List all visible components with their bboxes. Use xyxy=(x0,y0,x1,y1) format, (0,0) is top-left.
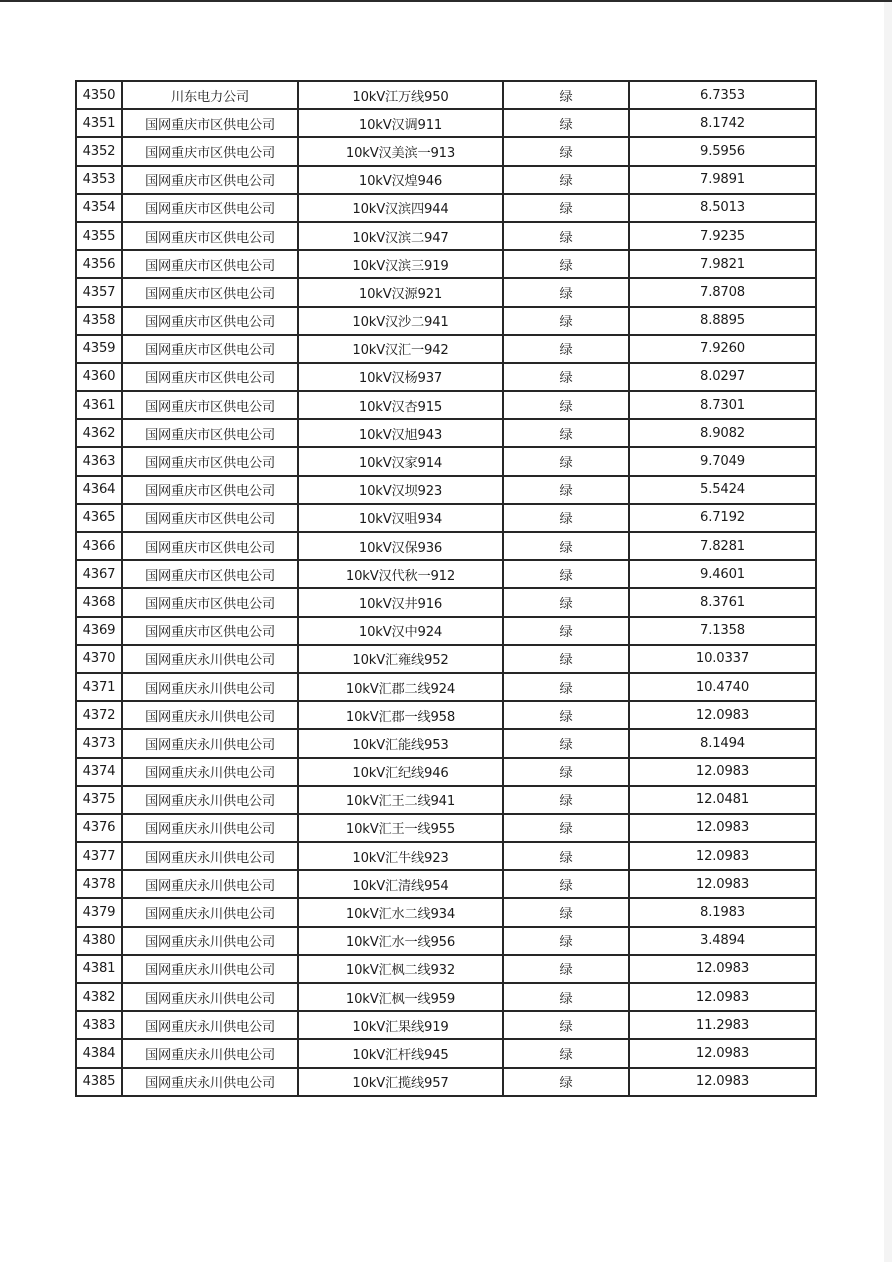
table-row xyxy=(76,447,816,475)
row-number-cell: 4362 xyxy=(76,419,122,447)
table-row xyxy=(76,645,816,673)
table-row xyxy=(76,250,816,278)
company-cell: 国网重庆市区供电公司 xyxy=(122,222,298,250)
line-name-cell: 10kV汉滨二947 xyxy=(298,222,503,250)
row-number-cell: 4380 xyxy=(76,927,122,955)
table-row xyxy=(76,222,816,250)
line-name-cell: 10kV汇王一线955 xyxy=(298,814,503,842)
row-number-cell: 4383 xyxy=(76,1011,122,1039)
table-row xyxy=(76,1039,816,1067)
row-number-cell: 4367 xyxy=(76,560,122,588)
line-name-cell: 10kV汉咀934 xyxy=(298,504,503,532)
company-cell: 国网重庆永川供电公司 xyxy=(122,955,298,983)
table-row xyxy=(76,927,816,955)
table-row xyxy=(76,842,816,870)
color-rating-cell: 绿 xyxy=(503,307,629,335)
value-cell: 8.0297 xyxy=(629,363,816,391)
row-number-cell: 4378 xyxy=(76,870,122,898)
color-rating-cell: 绿 xyxy=(503,898,629,926)
line-name-cell: 10kV汉井916 xyxy=(298,588,503,616)
table-row xyxy=(76,729,816,757)
row-number-cell: 4356 xyxy=(76,250,122,278)
table-row xyxy=(76,81,816,109)
table-row xyxy=(76,278,816,306)
line-name-cell: 10kV汇雍线952 xyxy=(298,645,503,673)
value-cell: 3.4894 xyxy=(629,927,816,955)
table-row xyxy=(76,307,816,335)
company-cell: 国网重庆市区供电公司 xyxy=(122,166,298,194)
line-name-cell: 10kV汉杨937 xyxy=(298,363,503,391)
row-number-cell: 4373 xyxy=(76,729,122,757)
color-rating-cell: 绿 xyxy=(503,109,629,137)
value-cell: 8.5013 xyxy=(629,194,816,222)
page-top-border xyxy=(0,0,892,2)
company-cell: 国网重庆市区供电公司 xyxy=(122,278,298,306)
company-cell: 国网重庆市区供电公司 xyxy=(122,391,298,419)
color-rating-cell: 绿 xyxy=(503,983,629,1011)
row-number-cell: 4372 xyxy=(76,701,122,729)
color-rating-cell: 绿 xyxy=(503,1039,629,1067)
table-row xyxy=(76,588,816,616)
company-cell: 国网重庆市区供电公司 xyxy=(122,194,298,222)
color-rating-cell: 绿 xyxy=(503,476,629,504)
value-cell: 12.0983 xyxy=(629,983,816,1011)
company-cell: 国网重庆市区供电公司 xyxy=(122,447,298,475)
table-row xyxy=(76,673,816,701)
table-row xyxy=(76,363,816,391)
color-rating-cell: 绿 xyxy=(503,391,629,419)
line-name-cell: 10kV汉旭943 xyxy=(298,419,503,447)
value-cell: 8.9082 xyxy=(629,419,816,447)
company-cell: 国网重庆市区供电公司 xyxy=(122,476,298,504)
color-rating-cell: 绿 xyxy=(503,786,629,814)
color-rating-cell: 绿 xyxy=(503,166,629,194)
row-number-cell: 4374 xyxy=(76,758,122,786)
company-cell: 国网重庆永川供电公司 xyxy=(122,673,298,701)
value-cell: 8.1742 xyxy=(629,109,816,137)
line-name-cell: 10kV汇水一线956 xyxy=(298,927,503,955)
color-rating-cell: 绿 xyxy=(503,194,629,222)
value-cell: 10.0337 xyxy=(629,645,816,673)
value-cell: 9.4601 xyxy=(629,560,816,588)
company-cell: 国网重庆永川供电公司 xyxy=(122,701,298,729)
table-body xyxy=(76,81,816,1096)
page-right-edge xyxy=(884,2,892,1262)
table-row xyxy=(76,166,816,194)
company-cell: 国网重庆市区供电公司 xyxy=(122,137,298,165)
line-name-cell: 10kV汉杏915 xyxy=(298,391,503,419)
color-rating-cell: 绿 xyxy=(503,363,629,391)
color-rating-cell: 绿 xyxy=(503,504,629,532)
line-name-cell: 10kV汇揽线957 xyxy=(298,1068,503,1096)
table-row xyxy=(76,1068,816,1096)
value-cell: 7.9235 xyxy=(629,222,816,250)
value-cell: 9.7049 xyxy=(629,447,816,475)
value-cell: 12.0983 xyxy=(629,870,816,898)
table-row xyxy=(76,194,816,222)
value-cell: 7.1358 xyxy=(629,617,816,645)
color-rating-cell: 绿 xyxy=(503,842,629,870)
value-cell: 12.0983 xyxy=(629,1039,816,1067)
row-number-cell: 4371 xyxy=(76,673,122,701)
value-cell: 7.9821 xyxy=(629,250,816,278)
company-cell: 国网重庆市区供电公司 xyxy=(122,363,298,391)
color-rating-cell: 绿 xyxy=(503,532,629,560)
color-rating-cell: 绿 xyxy=(503,137,629,165)
color-rating-cell: 绿 xyxy=(503,955,629,983)
company-cell: 国网重庆永川供电公司 xyxy=(122,1039,298,1067)
row-number-cell: 4363 xyxy=(76,447,122,475)
line-name-cell: 10kV汉坝923 xyxy=(298,476,503,504)
line-name-cell: 10kV汇枫二线932 xyxy=(298,955,503,983)
row-number-cell: 4353 xyxy=(76,166,122,194)
row-number-cell: 4352 xyxy=(76,137,122,165)
row-number-cell: 4369 xyxy=(76,617,122,645)
company-cell: 国网重庆永川供电公司 xyxy=(122,870,298,898)
color-rating-cell: 绿 xyxy=(503,1011,629,1039)
table-row xyxy=(76,335,816,363)
line-name-cell: 10kV汇清线954 xyxy=(298,870,503,898)
color-rating-cell: 绿 xyxy=(503,250,629,278)
company-cell: 川东电力公司 xyxy=(122,81,298,109)
value-cell: 6.7192 xyxy=(629,504,816,532)
line-name-cell: 10kV汇杆线945 xyxy=(298,1039,503,1067)
company-cell: 国网重庆市区供电公司 xyxy=(122,109,298,137)
line-name-cell: 10kV汇能线953 xyxy=(298,729,503,757)
color-rating-cell: 绿 xyxy=(503,617,629,645)
table-row xyxy=(76,701,816,729)
row-number-cell: 4358 xyxy=(76,307,122,335)
table-row xyxy=(76,137,816,165)
line-name-cell: 10kV汇牛线923 xyxy=(298,842,503,870)
color-rating-cell: 绿 xyxy=(503,701,629,729)
color-rating-cell: 绿 xyxy=(503,447,629,475)
table-row xyxy=(76,1011,816,1039)
table-row xyxy=(76,504,816,532)
color-rating-cell: 绿 xyxy=(503,560,629,588)
row-number-cell: 4377 xyxy=(76,842,122,870)
table-row xyxy=(76,955,816,983)
color-rating-cell: 绿 xyxy=(503,335,629,363)
company-cell: 国网重庆永川供电公司 xyxy=(122,814,298,842)
value-cell: 7.8281 xyxy=(629,532,816,560)
value-cell: 8.7301 xyxy=(629,391,816,419)
color-rating-cell: 绿 xyxy=(503,222,629,250)
line-name-cell: 10kV汉中924 xyxy=(298,617,503,645)
table-row xyxy=(76,983,816,1011)
table-row xyxy=(76,758,816,786)
table-row xyxy=(76,617,816,645)
line-name-cell: 10kV汇郡一线958 xyxy=(298,701,503,729)
line-name-cell: 10kV汉滨三919 xyxy=(298,250,503,278)
line-name-cell: 10kV汇纪线946 xyxy=(298,758,503,786)
company-cell: 国网重庆永川供电公司 xyxy=(122,1068,298,1096)
color-rating-cell: 绿 xyxy=(503,278,629,306)
line-name-cell: 10kV汇果线919 xyxy=(298,1011,503,1039)
company-cell: 国网重庆永川供电公司 xyxy=(122,729,298,757)
value-cell: 12.0481 xyxy=(629,786,816,814)
company-cell: 国网重庆永川供电公司 xyxy=(122,758,298,786)
table-row xyxy=(76,898,816,926)
line-name-cell: 10kV汉调911 xyxy=(298,109,503,137)
color-rating-cell: 绿 xyxy=(503,758,629,786)
data-table xyxy=(75,80,817,1097)
value-cell: 11.2983 xyxy=(629,1011,816,1039)
company-cell: 国网重庆永川供电公司 xyxy=(122,1011,298,1039)
color-rating-cell: 绿 xyxy=(503,81,629,109)
company-cell: 国网重庆市区供电公司 xyxy=(122,532,298,560)
line-name-cell: 10kV汉沙二941 xyxy=(298,307,503,335)
table-row xyxy=(76,560,816,588)
value-cell: 12.0983 xyxy=(629,1068,816,1096)
row-number-cell: 4354 xyxy=(76,194,122,222)
value-cell: 12.0983 xyxy=(629,955,816,983)
table-row xyxy=(76,109,816,137)
line-name-cell: 10kV汇水二线934 xyxy=(298,898,503,926)
row-number-cell: 4357 xyxy=(76,278,122,306)
line-name-cell: 10kV江万线950 xyxy=(298,81,503,109)
value-cell: 12.0983 xyxy=(629,758,816,786)
company-cell: 国网重庆市区供电公司 xyxy=(122,307,298,335)
row-number-cell: 4365 xyxy=(76,504,122,532)
color-rating-cell: 绿 xyxy=(503,1068,629,1096)
color-rating-cell: 绿 xyxy=(503,729,629,757)
line-name-cell: 10kV汉煌946 xyxy=(298,166,503,194)
company-cell: 国网重庆永川供电公司 xyxy=(122,842,298,870)
color-rating-cell: 绿 xyxy=(503,588,629,616)
row-number-cell: 4385 xyxy=(76,1068,122,1096)
row-number-cell: 4351 xyxy=(76,109,122,137)
row-number-cell: 4359 xyxy=(76,335,122,363)
row-number-cell: 4368 xyxy=(76,588,122,616)
value-cell: 9.5956 xyxy=(629,137,816,165)
line-name-cell: 10kV汉家914 xyxy=(298,447,503,475)
row-number-cell: 4364 xyxy=(76,476,122,504)
value-cell: 12.0983 xyxy=(629,814,816,842)
color-rating-cell: 绿 xyxy=(503,419,629,447)
company-cell: 国网重庆市区供电公司 xyxy=(122,419,298,447)
value-cell: 8.8895 xyxy=(629,307,816,335)
value-cell: 12.0983 xyxy=(629,842,816,870)
row-number-cell: 4350 xyxy=(76,81,122,109)
row-number-cell: 4384 xyxy=(76,1039,122,1067)
table-row xyxy=(76,532,816,560)
row-number-cell: 4361 xyxy=(76,391,122,419)
value-cell: 5.5424 xyxy=(629,476,816,504)
line-name-cell: 10kV汉代秋一912 xyxy=(298,560,503,588)
table-row xyxy=(76,786,816,814)
company-cell: 国网重庆市区供电公司 xyxy=(122,504,298,532)
value-cell: 12.0983 xyxy=(629,701,816,729)
company-cell: 国网重庆市区供电公司 xyxy=(122,588,298,616)
value-cell: 7.8708 xyxy=(629,278,816,306)
row-number-cell: 4360 xyxy=(76,363,122,391)
company-cell: 国网重庆市区供电公司 xyxy=(122,617,298,645)
color-rating-cell: 绿 xyxy=(503,927,629,955)
value-cell: 6.7353 xyxy=(629,81,816,109)
company-cell: 国网重庆永川供电公司 xyxy=(122,927,298,955)
value-cell: 7.9891 xyxy=(629,166,816,194)
value-cell: 10.4740 xyxy=(629,673,816,701)
row-number-cell: 4355 xyxy=(76,222,122,250)
row-number-cell: 4381 xyxy=(76,955,122,983)
color-rating-cell: 绿 xyxy=(503,645,629,673)
line-name-cell: 10kV汉保936 xyxy=(298,532,503,560)
line-name-cell: 10kV汇郡二线924 xyxy=(298,673,503,701)
table-row xyxy=(76,870,816,898)
row-number-cell: 4382 xyxy=(76,983,122,1011)
company-cell: 国网重庆市区供电公司 xyxy=(122,560,298,588)
line-name-cell: 10kV汇王二线941 xyxy=(298,786,503,814)
value-cell: 8.1494 xyxy=(629,729,816,757)
line-name-cell: 10kV汇枫一线959 xyxy=(298,983,503,1011)
table-row xyxy=(76,814,816,842)
company-cell: 国网重庆永川供电公司 xyxy=(122,645,298,673)
value-cell: 7.9260 xyxy=(629,335,816,363)
row-number-cell: 4376 xyxy=(76,814,122,842)
row-number-cell: 4370 xyxy=(76,645,122,673)
company-cell: 国网重庆市区供电公司 xyxy=(122,250,298,278)
color-rating-cell: 绿 xyxy=(503,870,629,898)
row-number-cell: 4366 xyxy=(76,532,122,560)
company-cell: 国网重庆市区供电公司 xyxy=(122,335,298,363)
company-cell: 国网重庆永川供电公司 xyxy=(122,786,298,814)
table-row xyxy=(76,419,816,447)
value-cell: 8.3761 xyxy=(629,588,816,616)
company-cell: 国网重庆永川供电公司 xyxy=(122,983,298,1011)
line-name-cell: 10kV汉汇一942 xyxy=(298,335,503,363)
row-number-cell: 4379 xyxy=(76,898,122,926)
table-row xyxy=(76,476,816,504)
color-rating-cell: 绿 xyxy=(503,673,629,701)
company-cell: 国网重庆永川供电公司 xyxy=(122,898,298,926)
table-row xyxy=(76,391,816,419)
value-cell: 8.1983 xyxy=(629,898,816,926)
line-name-cell: 10kV汉滨四944 xyxy=(298,194,503,222)
line-name-cell: 10kV汉源921 xyxy=(298,278,503,306)
color-rating-cell: 绿 xyxy=(503,814,629,842)
line-name-cell: 10kV汉美滨一913 xyxy=(298,137,503,165)
row-number-cell: 4375 xyxy=(76,786,122,814)
